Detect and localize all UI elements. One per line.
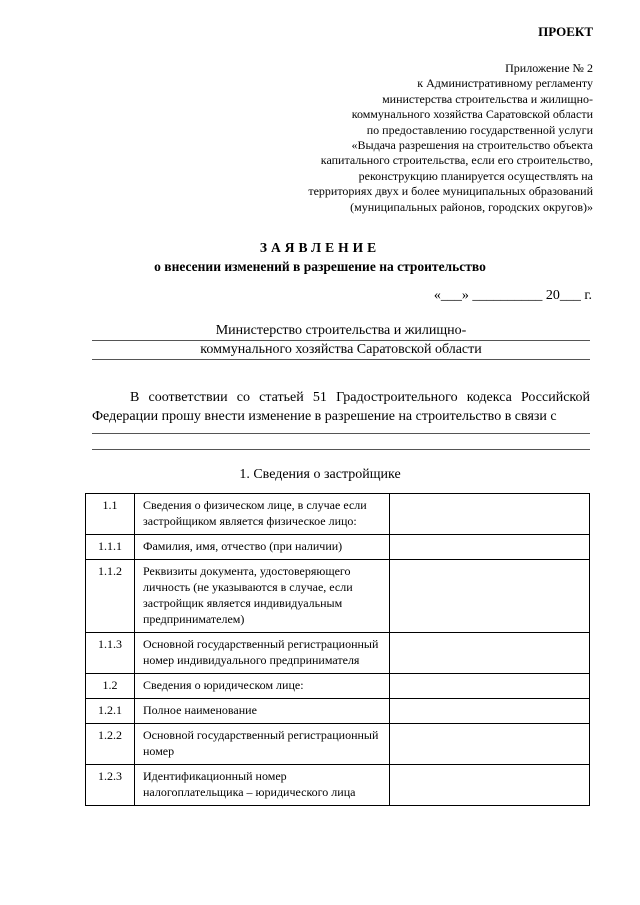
row-value-field[interactable]: [390, 633, 590, 674]
appendix-line: капитального строительства, если его строительство,: [320, 153, 593, 168]
row-number: 1.1.3: [86, 633, 135, 674]
row-number: 1.1.1: [86, 535, 135, 560]
table-row: [86, 535, 590, 560]
section-title: 1. Сведения о застройщике: [239, 467, 401, 482]
row-value-field[interactable]: [390, 560, 590, 633]
fill-in-line[interactable]: [92, 433, 590, 434]
appendix-line: министерства строительства и жилищно-: [382, 91, 593, 106]
developer-info-table: [85, 493, 590, 806]
table-row: [86, 674, 590, 699]
recipient-line-2: коммунального хозяйства Саратовской области: [92, 341, 590, 360]
recipient-block: [92, 322, 590, 360]
table-row: [86, 494, 590, 535]
table-row: [86, 724, 590, 765]
project-label: ПРОЕКТ: [538, 24, 593, 39]
row-number: 1.1: [86, 494, 135, 535]
table-row: [86, 699, 590, 724]
appendix-line: Приложение № 2: [505, 61, 593, 75]
row-number: 1.2.2: [86, 724, 135, 765]
appendix-line: «Выдача разрешения на строительство объекта: [351, 138, 593, 153]
appendix-line: территориях двух и более муниципальных образований: [308, 184, 593, 199]
row-label: Идентификационный номер налогоплательщика – юридического лица: [135, 765, 390, 806]
row-value-field[interactable]: [390, 674, 590, 699]
row-label: Сведения о юридическом лице:: [135, 674, 390, 699]
paragraph-line-2: Федерации прошу внести изменение в разрешение на строительство в связи с: [92, 409, 557, 424]
table-row: [86, 633, 590, 674]
appendix-line: (муниципальных районов, городских округов)»: [350, 199, 593, 214]
table-row: [86, 765, 590, 806]
document-title: ЗАЯВЛЕНИЕ: [259, 240, 381, 255]
row-label: Фамилия, имя, отчество (при наличии): [135, 535, 390, 560]
appendix-line: коммунального хозяйства Саратовской области: [351, 107, 593, 122]
row-number: 1.1.2: [86, 560, 135, 633]
paragraph-line-1: В соответствии со статьей 51 Градостроительного кодекса Российской: [130, 390, 590, 405]
row-label: Сведения о физическом лице, в случае если застройщиком является физическое лицо:: [135, 494, 390, 535]
request-paragraph: [92, 388, 590, 426]
row-label: Полное наименование: [135, 699, 390, 724]
row-number: 1.2.3: [86, 765, 135, 806]
row-value-field[interactable]: [390, 765, 590, 806]
row-value-field[interactable]: [390, 724, 590, 765]
row-label: Реквизиты документа, удостоверяющего личность (не указываются в случае, если застройщик является индивидуальным предпринимателем): [135, 560, 390, 633]
row-label: Основной государственный регистрационный номер индивидуального предпринимателя: [135, 633, 390, 674]
row-number: 1.2: [86, 674, 135, 699]
row-value-field[interactable]: [390, 699, 590, 724]
row-number: 1.2.1: [86, 699, 135, 724]
row-label: Основной государственный регистрационный номер: [135, 724, 390, 765]
appendix-line: по предоставлению государственной услуги: [366, 122, 593, 137]
fill-in-line[interactable]: [92, 449, 590, 450]
appendix-block: [308, 61, 593, 215]
date-line: «___» __________ 20___ г.: [433, 288, 592, 303]
row-value-field[interactable]: [390, 494, 590, 535]
appendix-line: реконструкцию планируется осуществлять на: [358, 168, 593, 183]
appendix-line: к Административному регламенту: [417, 76, 593, 91]
recipient-line-1: Министерство строительства и жилищно-: [92, 322, 590, 341]
row-value-field[interactable]: [390, 535, 590, 560]
document-subtitle: о внесении изменений в разрешение на строительство: [154, 259, 486, 274]
table-row: [86, 560, 590, 633]
